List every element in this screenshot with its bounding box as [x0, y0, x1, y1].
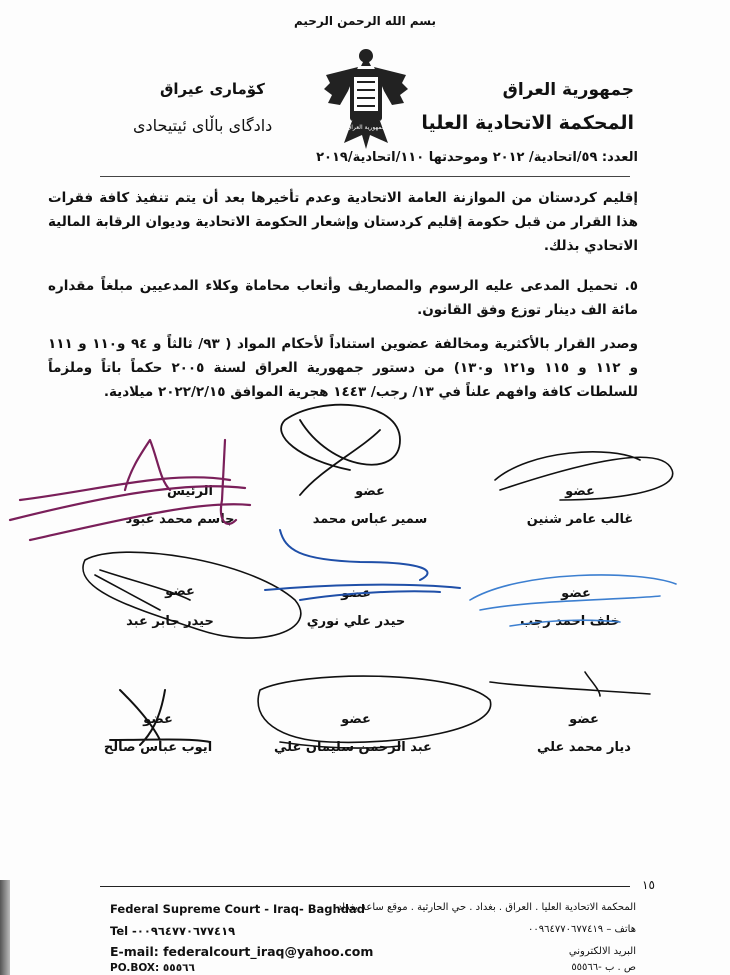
paragraph-2: ٥. تحميل المدعى عليه الرسوم والمصاريف وأتعاب محاماة وكلاء المدعيين مبلغاً مقداره مائة الف دينار توزع وفق القانون.: [48, 278, 638, 318]
header-divider: [100, 176, 630, 177]
signatory-title: عضو: [569, 712, 599, 727]
paragraph-1: إقليم كردستان من الموازنة العامة الاتحادية وعدم تأخيرها بعد أن يتم تنفيذ كافة فقرات هذا القرار من قبل حكومة إقليم كردستان وإشعار الحكومة الاتحادية وديوان الرقابة المالية الاتحادي بذلك.: [48, 190, 638, 254]
signatory-name: ايوب عباس صالح: [103, 740, 213, 755]
footer-divider: [100, 886, 630, 887]
signatory-name: غالب عامر شنين: [526, 512, 634, 527]
footer-address-ar: المحكمة الاتحادية العليا . العراق . بغداد . حي الحارثية . موقع ساعة بغداد: [337, 902, 636, 913]
signatory-name: خلف احمد رجب: [520, 614, 620, 629]
court-name-ar: المحكمة الاتحادية العليا: [421, 112, 634, 134]
signatory-title: عضو: [561, 586, 591, 601]
case-reference: العدد: ٥٩/اتحادية/ ٢٠١٢ وموحدتها ١١٠/اتحادية/٢٠١٩: [316, 150, 638, 165]
signatory-name: سمير عباس محمد: [312, 512, 428, 527]
signatory-title: الرئيس: [167, 484, 213, 499]
signatory-title: عضو: [341, 586, 371, 601]
signatory-title: عضو: [565, 484, 595, 499]
court-name-ku: دادگای باڵای ئیتیحادی: [133, 116, 273, 135]
signatory-title: عضو: [143, 712, 173, 727]
binder-edge: [0, 880, 10, 975]
signatory-name: حيدر جابر عبد: [126, 614, 214, 629]
paragraph-3: وصدر القرار بالأكثرية ومخالفة عضوين استناداً لأحكام المواد ( ٩٣/ ثالثاً و ٩٤ و١١٠ و ١١١ و ١١٢ و ١١٥ و١٢١ و١٣٠) من دستور جمهورية العراق لسنة ٢٠٠٥ حكماً باتاً وملزماً للسلطات كافة وافهم علناً في ١٣/ رجب/ ١٤٤٣ هجرية الموافق ٢٠٢٢/٢/١٥ ميلادية.: [48, 336, 638, 400]
page-number: ١٥: [642, 878, 655, 892]
footer-pobox-en: PO.BOX: ٥٥٥٦٦: [110, 962, 195, 974]
footer-email-en: E-mail: federalcourt_iraq@yahoo.com: [110, 944, 374, 959]
footer-email-label-ar: البريد الالكتروني: [568, 946, 636, 957]
iraq-eagle-emblem-icon: [322, 45, 410, 155]
footer-court-en: Federal Supreme Court - Iraq- Baghdad: [110, 902, 365, 916]
signatory-title: عضو: [355, 484, 385, 499]
footer-tel-en: Tel -٠٠٩٦٤٧٧٠٦٧٧٤١٩: [110, 924, 236, 938]
signatory-name: جاسم محمد عبود: [125, 512, 235, 527]
emblem-text: جمهورية العراق: [346, 124, 386, 131]
signatory-title: عضو: [341, 712, 371, 727]
signatory-name: حيدر علي نوري: [306, 614, 406, 629]
member-signature-icon: [281, 405, 400, 495]
signatory-name: عبد الرحمن سليمان علي: [274, 740, 432, 755]
member-signature-icon: [490, 672, 650, 696]
footer-phone-ar: هاتف – ٠٠٩٦٤٧٧٠٦٧٧٤١٩: [527, 924, 636, 935]
basmala: بسم الله الرحمن الرحيم: [293, 14, 437, 28]
signatory-name: ديار محمد علي: [537, 740, 631, 755]
country-name-ar: جمهورية العراق: [502, 80, 634, 100]
country-name-ku: كۆمارى عيراق: [160, 80, 265, 98]
footer-pobox-ar: ص . ب -٥٥٥٦٦: [571, 962, 636, 973]
signatory-title: عضو: [165, 584, 195, 599]
